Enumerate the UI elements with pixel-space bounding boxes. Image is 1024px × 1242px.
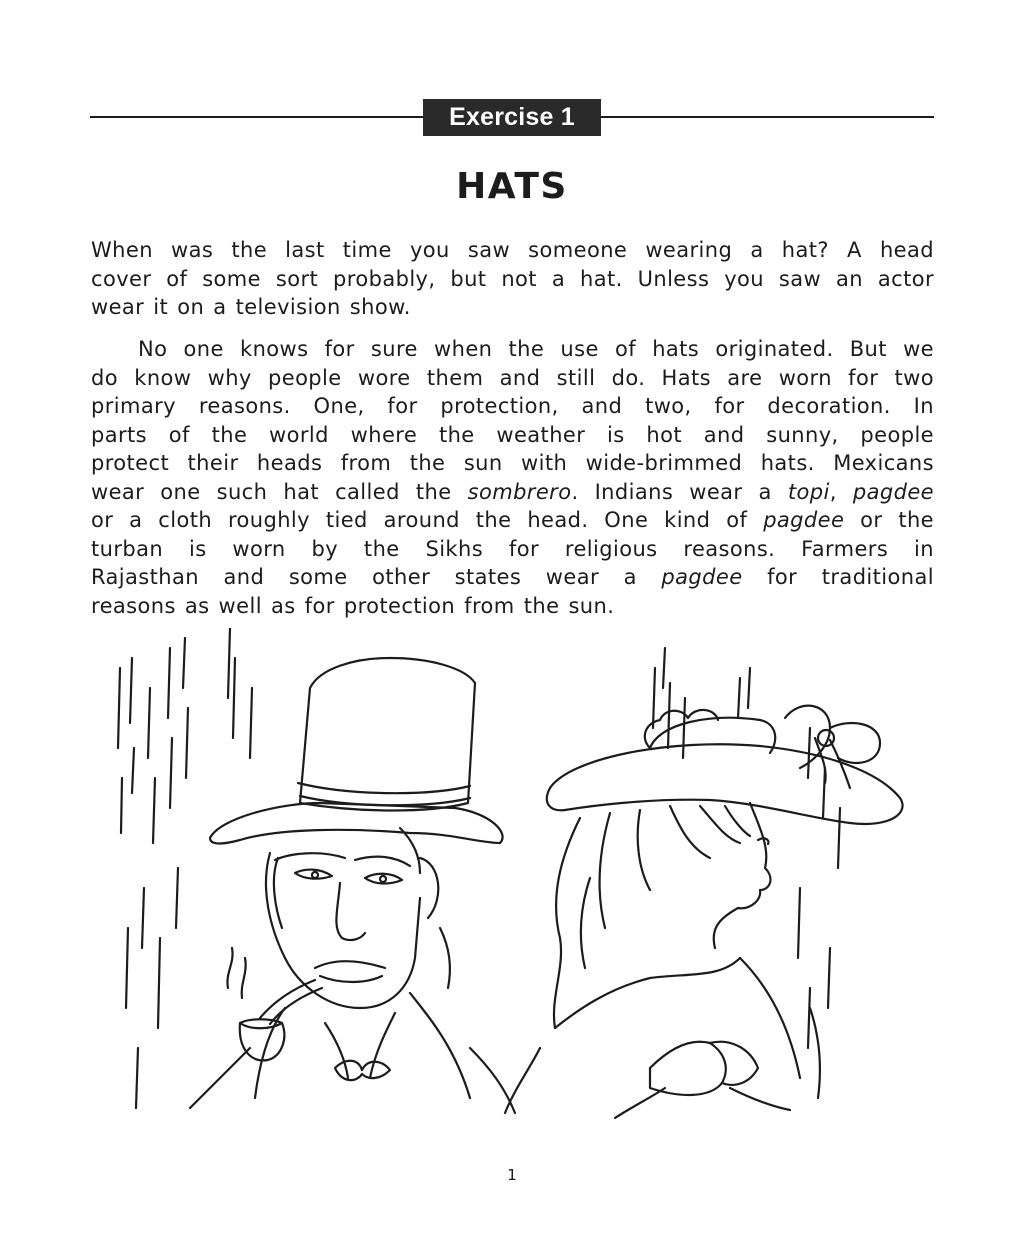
text-line: No one knows for sure when the use of hats originated. But we: [138, 337, 934, 361]
page-number: 1: [507, 1166, 517, 1184]
man-coat: [190, 928, 515, 1113]
text-line: reasons as well as for protection from the sun.: [91, 593, 615, 618]
page-title: HATS: [456, 166, 568, 207]
text-line: protect their heads from the sun with wide-brimmed hats. Mexicans: [91, 451, 934, 475]
background-strokes: [118, 628, 840, 1108]
text-segment: . Indians wear a: [571, 479, 788, 504]
text-line: [91, 506, 934, 535]
italic-term: pagdee: [852, 479, 934, 504]
exercise-badge: Exercise 1: [423, 99, 601, 136]
hats-illustration: [110, 628, 920, 1128]
text-segment: ,: [829, 479, 853, 504]
intro-paragraph: [91, 236, 934, 322]
header-rule-right: [601, 116, 934, 118]
italic-term: pagdee: [763, 508, 845, 532]
top-hat: [210, 658, 503, 844]
header-rule-left: [90, 116, 423, 118]
text-line: wear it on a television show.: [91, 295, 411, 319]
man-face: [266, 828, 438, 1008]
pipe: [227, 948, 322, 1060]
text-line: When was the last time you saw someone wearing a hat? A head: [91, 238, 934, 262]
italic-term: pagdee: [661, 565, 743, 589]
body-paragraph: [91, 335, 934, 620]
girl-head: [554, 803, 770, 1028]
text-line: parts of the world where the weather is hot and sunny, people: [91, 422, 934, 447]
text-segment: or the: [844, 508, 934, 532]
text-segment: or a cloth roughly tied around the head. One kind of: [91, 508, 764, 532]
text-line: do know why people wore them and still do. Hats are worn for two: [91, 365, 934, 390]
text-segment: Rajasthan and some other states wear a: [91, 565, 662, 589]
text-segment: for traditional: [742, 565, 934, 589]
girl-shawl: [505, 958, 820, 1118]
italic-term: topi: [787, 479, 830, 504]
text-line: turban is worn by the Sikhs for religious reasons. Farmers in: [91, 536, 934, 561]
text-line: [91, 563, 934, 592]
text-line: primary reasons. One, for protection, and two, for decoration. In: [91, 394, 934, 418]
text-line: cover of some sort probably, but not a hat. Unless you saw an actor: [91, 266, 934, 291]
italic-term: sombrero: [467, 479, 572, 504]
text-line: [91, 478, 934, 507]
text-segment: wear one such hat called the: [91, 479, 468, 504]
